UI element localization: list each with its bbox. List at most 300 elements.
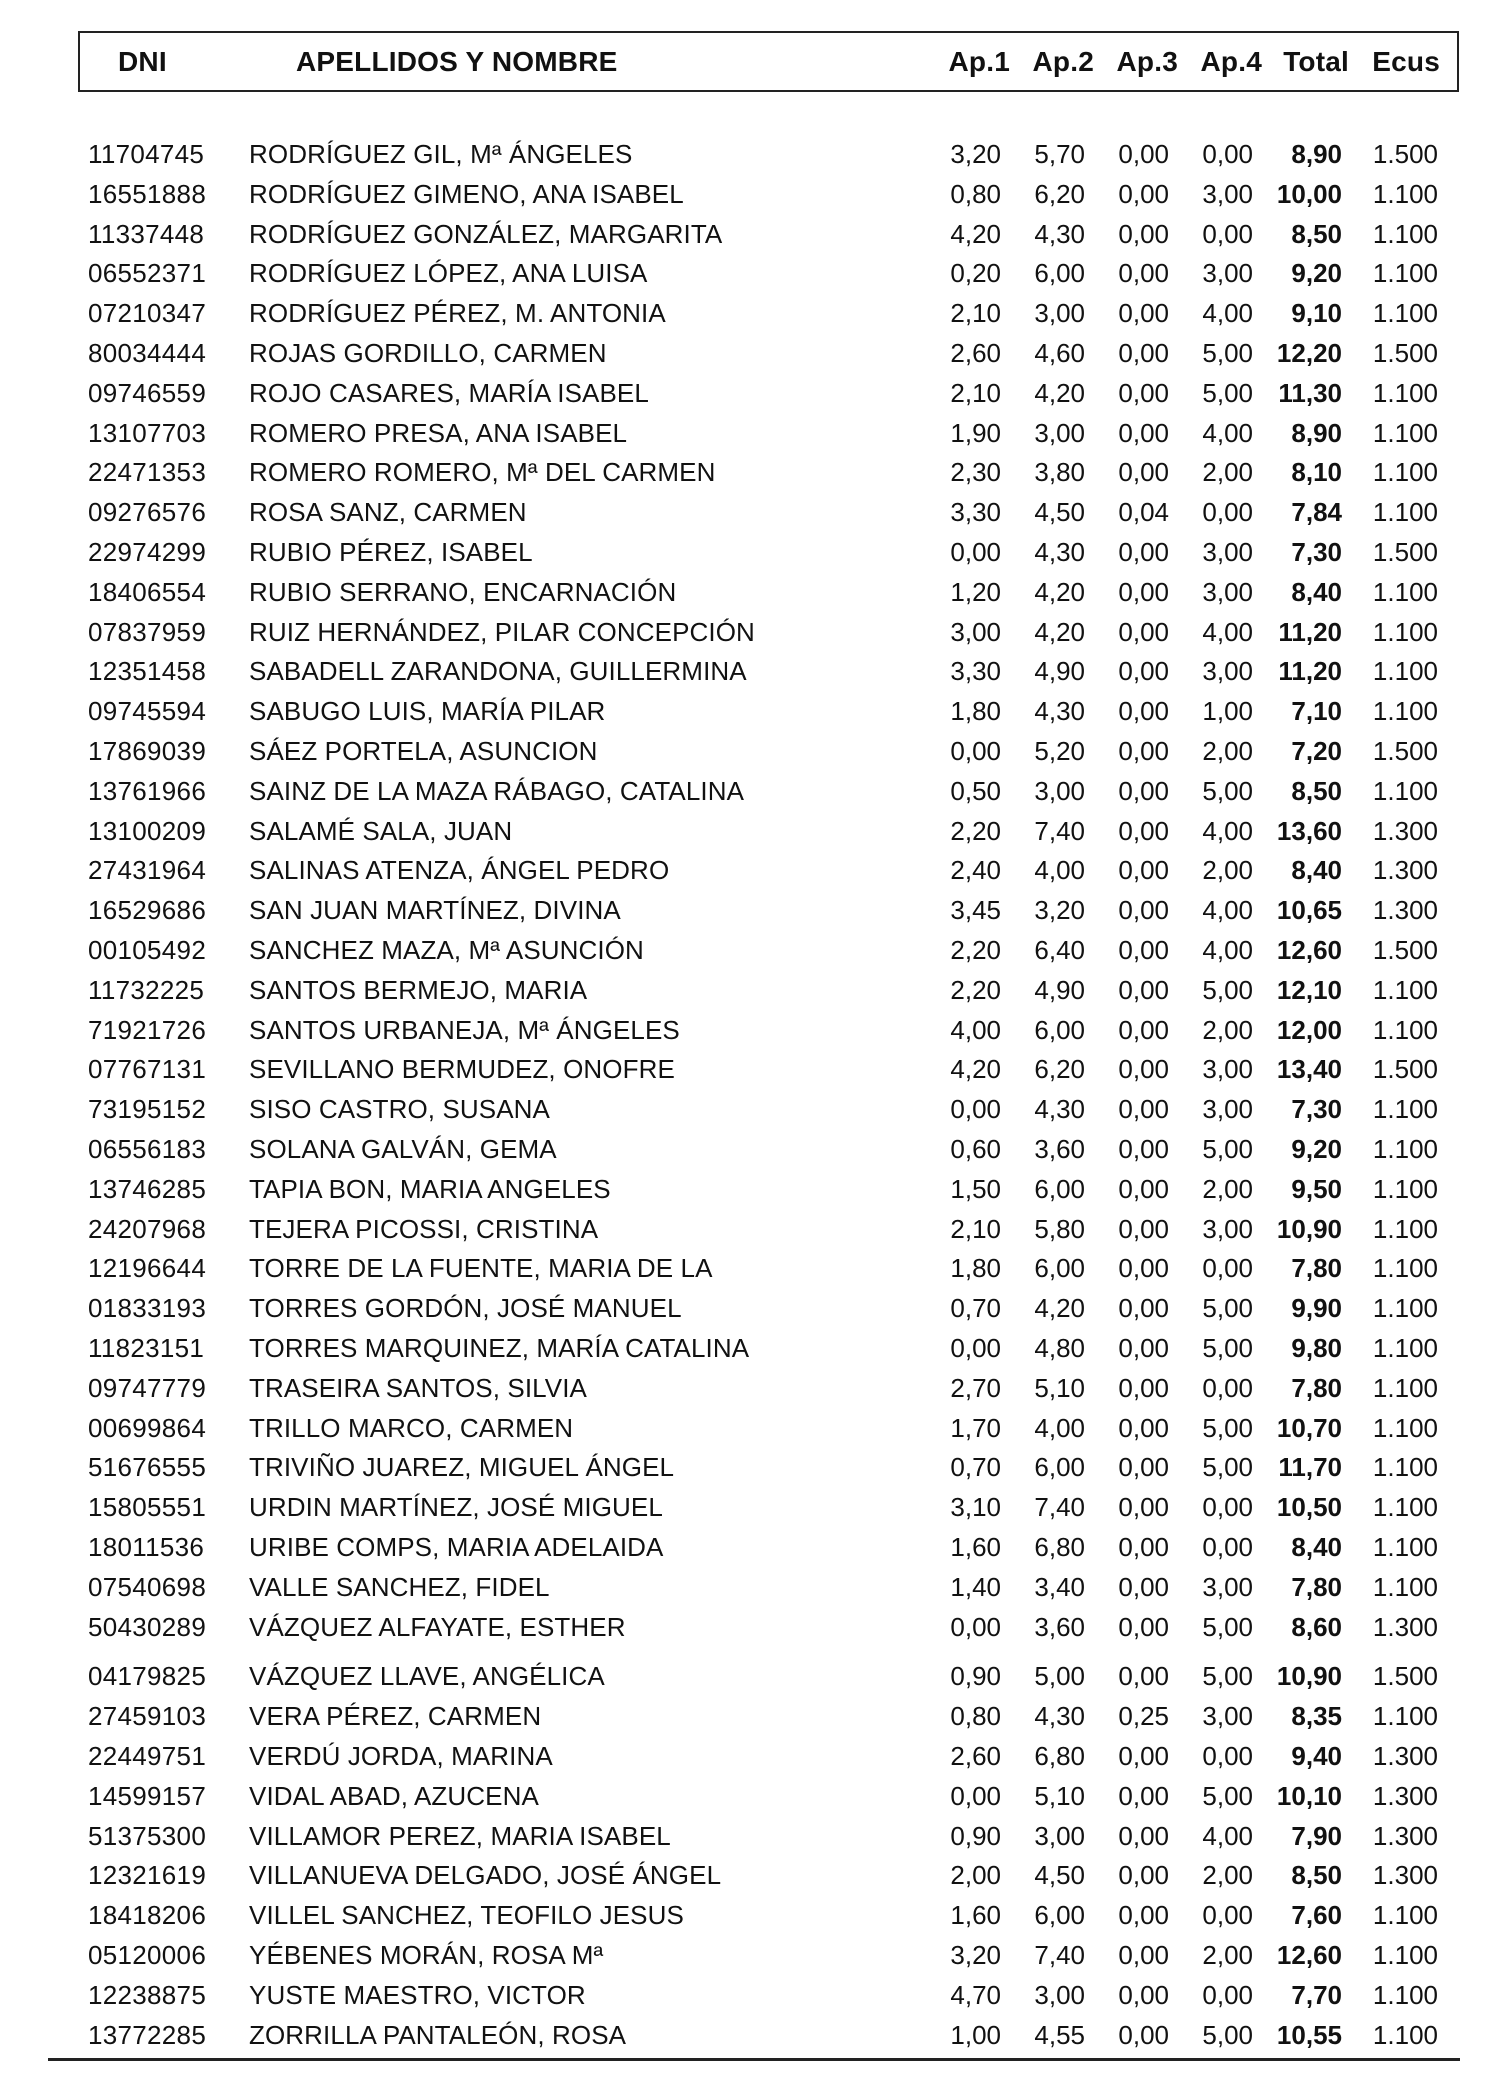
cell-ap4: 5,00 [1202, 775, 1253, 806]
cell-total: 10,65 [1276, 895, 1342, 926]
table-row [0, 1049, 1500, 1089]
cell-ap3: 0,00 [1118, 1054, 1169, 1085]
cell-dni: 12238875 [88, 1979, 207, 2010]
cell-ap4: 3,00 [1202, 1571, 1253, 1602]
cell-ap4: 3,00 [1202, 178, 1253, 209]
cell-ap4: 4,00 [1202, 417, 1253, 448]
cell-name: VERDÚ JORDA, MARINA [249, 1741, 553, 1771]
cell-ecus: 1.100 [1372, 1134, 1438, 1164]
cell-total: 12,00 [1276, 1014, 1342, 1045]
cell-ap1: 0,00 [950, 736, 1001, 766]
cell-ap1: 2,00 [950, 1860, 1001, 1891]
cell-dni: 00105492 [88, 935, 207, 965]
cell-ecus: 1.100 [1372, 377, 1438, 408]
cell-dni: 13772285 [88, 2019, 207, 2050]
cell-ecus: 1.100 [1372, 417, 1438, 448]
cell-ap1: 0,00 [950, 1611, 1001, 1642]
cell-name: RUBIO SERRANO, ENCARNACIÓN [249, 576, 677, 607]
cell-dni: 16551888 [88, 178, 207, 209]
cell-ap3: 0,00 [1118, 656, 1169, 687]
cell-total: 11,30 [1278, 377, 1342, 408]
cell-name: SANTOS BERMEJO, MARIA [249, 974, 588, 1005]
cell-name: VERA PÉREZ, CARMEN [249, 1701, 542, 1732]
cell-ap2: 6,00 [1034, 258, 1085, 289]
cell-ap1: 1,00 [950, 2019, 1001, 2050]
cell-ecus: 1.500 [1372, 935, 1438, 965]
cell-ap4: 4,00 [1202, 616, 1253, 647]
table-row [0, 930, 1500, 970]
table-row [0, 373, 1500, 413]
cell-ap4: 5,00 [1202, 2019, 1253, 2050]
cell-ap3: 0,00 [1118, 1213, 1169, 1244]
cell-ap1: 0,90 [950, 1661, 1001, 1692]
cell-ap2: 3,00 [1034, 1820, 1085, 1851]
cell-dni: 12196644 [88, 1253, 207, 1284]
cell-ap3: 0,00 [1118, 1900, 1169, 1931]
cell-ap1: 3,20 [950, 139, 1001, 169]
cell-ap3: 0,00 [1118, 1780, 1169, 1811]
cell-total: 10,10 [1276, 1780, 1342, 1811]
cell-ap2: 3,00 [1034, 298, 1085, 329]
cell-total: 12,10 [1276, 974, 1342, 1005]
cell-ap3: 0,00 [1118, 218, 1169, 249]
cell-dni: 15805551 [88, 1492, 207, 1523]
table-row [0, 1288, 1500, 1328]
cell-total: 7,60 [1291, 1900, 1342, 1931]
cell-total: 13,40 [1276, 1054, 1342, 1085]
table-row [0, 413, 1500, 453]
cell-total: 9,50 [1291, 1173, 1342, 1204]
cell-ap3: 0,00 [1118, 298, 1169, 329]
cell-total: 12,60 [1276, 1940, 1342, 1970]
cell-total: 8,40 [1291, 855, 1342, 886]
cell-dni: 09747779 [88, 1372, 207, 1403]
cell-dni: 13761966 [88, 775, 207, 806]
cell-ecus: 1.100 [1372, 1293, 1438, 1324]
cell-name: SÁEZ PORTELA, ASUNCION [249, 736, 598, 766]
cell-name: ROMERO PRESA, ANA ISABEL [249, 417, 628, 448]
cell-ap4: 2,00 [1202, 855, 1253, 886]
cell-total: 7,84 [1291, 497, 1342, 528]
cell-ap4: 0,00 [1202, 1741, 1253, 1771]
cell-name: VILLEL SANCHEZ, TEOFILO JESUS [249, 1900, 684, 1931]
cell-name: SABUGO LUIS, MARÍA PILAR [249, 696, 606, 727]
cell-total: 7,80 [1291, 1571, 1342, 1602]
cell-ap3: 0,00 [1118, 576, 1169, 607]
table-row [0, 293, 1500, 333]
cell-ecus: 1.300 [1372, 1860, 1438, 1891]
table-row [0, 174, 1500, 214]
table-row [0, 771, 1500, 811]
cell-total: 12,20 [1276, 338, 1342, 368]
cell-ap2: 7,40 [1034, 815, 1085, 846]
cell-ecus: 1.300 [1372, 815, 1438, 846]
cell-ap2: 6,00 [1034, 1253, 1085, 1284]
cell-ap4: 4,00 [1202, 298, 1253, 329]
cell-total: 7,30 [1291, 1094, 1342, 1125]
cell-ap2: 7,40 [1034, 1940, 1085, 1970]
header-ecus: Ecus [1372, 46, 1440, 77]
cell-ap4: 4,00 [1202, 895, 1253, 926]
cell-name: VÁZQUEZ LLAVE, ANGÉLICA [249, 1661, 605, 1692]
cell-ecus: 1.100 [1372, 616, 1438, 647]
cell-dni: 07767131 [88, 1054, 207, 1085]
table-row [0, 1895, 1500, 1935]
cell-name: SISO CASTRO, SUSANA [249, 1094, 550, 1125]
cell-ap3: 0,00 [1118, 1412, 1169, 1443]
cell-name: SAN JUAN MARTÍNEZ, DIVINA [249, 895, 621, 926]
cell-dni: 05120006 [88, 1940, 207, 1970]
cell-ecus: 1.500 [1372, 1661, 1438, 1692]
header-name: APELLIDOS Y NOMBRE [296, 46, 618, 77]
cell-ap3: 0,00 [1118, 895, 1169, 926]
cell-ap1: 0,00 [950, 1094, 1001, 1125]
cell-ap1: 3,45 [950, 895, 1001, 926]
cell-ap3: 0,00 [1118, 1134, 1169, 1164]
table-row [0, 731, 1500, 771]
table-row [0, 333, 1500, 373]
cell-name: SAINZ DE LA MAZA RÁBAGO, CATALINA [249, 775, 745, 806]
cell-total: 13,60 [1276, 815, 1342, 846]
table-row [0, 970, 1500, 1010]
cell-ap3: 0,00 [1118, 855, 1169, 886]
cell-ap3: 0,00 [1118, 775, 1169, 806]
table-header [78, 31, 1459, 92]
cell-name: SANTOS URBANEJA, Mª ÁNGELES [249, 1014, 680, 1045]
cell-ap3: 0,00 [1118, 974, 1169, 1005]
cell-ecus: 1.100 [1372, 1253, 1438, 1284]
cell-dni: 22471353 [88, 457, 207, 488]
cell-ap4: 3,00 [1202, 1701, 1253, 1732]
cell-ap2: 3,40 [1034, 1571, 1085, 1602]
table-row [0, 1368, 1500, 1408]
cell-dni: 27431964 [88, 855, 207, 886]
cell-dni: 00699864 [88, 1412, 207, 1443]
cell-ap3: 0,04 [1118, 497, 1169, 528]
cell-name: VÁZQUEZ ALFAYATE, ESTHER [249, 1611, 626, 1642]
cell-ecus: 1.100 [1372, 1213, 1438, 1244]
cell-ap1: 0,80 [950, 1701, 1001, 1732]
cell-total: 8,50 [1291, 1860, 1342, 1891]
cell-ap2: 4,80 [1034, 1333, 1085, 1363]
cell-ap3: 0,00 [1118, 1293, 1169, 1324]
cell-dni: 07837959 [88, 616, 207, 647]
cell-ap4: 3,00 [1202, 576, 1253, 607]
cell-ap3: 0,00 [1118, 2019, 1169, 2050]
cell-total: 7,10 [1291, 696, 1342, 727]
cell-total: 8,10 [1291, 457, 1342, 488]
table-row [0, 1607, 1500, 1647]
cell-ap3: 0,00 [1118, 377, 1169, 408]
cell-total: 10,00 [1276, 178, 1342, 209]
cell-dni: 13100209 [88, 815, 207, 846]
cell-ap1: 3,30 [950, 497, 1001, 528]
cell-dni: 24207968 [88, 1213, 207, 1244]
cell-ap2: 6,00 [1034, 1173, 1085, 1204]
cell-name: ROSA SANZ, CARMEN [249, 497, 527, 528]
cell-total: 8,50 [1291, 775, 1342, 806]
cell-ap4: 2,00 [1202, 1860, 1253, 1891]
table-row [0, 1408, 1500, 1448]
cell-ap1: 4,00 [950, 1014, 1001, 1045]
cell-ap2: 4,30 [1034, 537, 1085, 567]
cell-dni: 16529686 [88, 895, 207, 926]
cell-dni: 50430289 [88, 1611, 207, 1642]
cell-ap1: 0,70 [950, 1293, 1001, 1324]
cell-ap4: 5,00 [1202, 974, 1253, 1005]
cell-ap3: 0,00 [1118, 1611, 1169, 1642]
cell-name: SOLANA GALVÁN, GEMA [249, 1134, 557, 1164]
cell-ecus: 1.100 [1372, 258, 1438, 289]
cell-ap4: 5,00 [1202, 1333, 1253, 1363]
cell-dni: 18418206 [88, 1900, 207, 1931]
cell-ap1: 2,10 [950, 298, 1001, 329]
cell-ap3: 0,00 [1118, 1253, 1169, 1284]
cell-ap1: 2,10 [950, 1213, 1001, 1244]
cell-ecus: 1.100 [1372, 497, 1438, 528]
cell-ap2: 5,80 [1034, 1213, 1085, 1244]
cell-name: ROMERO ROMERO, Mª DEL CARMEN [249, 457, 716, 488]
cell-ecus: 1.100 [1372, 1900, 1438, 1931]
cell-ap4: 5,00 [1202, 1412, 1253, 1443]
table-row [0, 572, 1500, 612]
cell-ecus: 1.300 [1372, 1820, 1438, 1851]
cell-ap1: 2,20 [950, 974, 1001, 1005]
cell-ap3: 0,00 [1118, 1014, 1169, 1045]
cell-ap1: 1,60 [950, 1900, 1001, 1931]
table-row [0, 1248, 1500, 1288]
cell-ap4: 1,00 [1202, 696, 1253, 727]
cell-ap1: 0,90 [950, 1820, 1001, 1851]
cell-ap1: 1,20 [950, 576, 1001, 607]
cell-total: 10,50 [1276, 1492, 1342, 1523]
cell-ap1: 3,00 [950, 616, 1001, 647]
cell-name: TRILLO MARCO, CARMEN [249, 1412, 574, 1443]
cell-ecus: 1.300 [1372, 895, 1438, 926]
cell-ecus: 1.100 [1372, 1094, 1438, 1125]
cell-ap4: 4,00 [1202, 935, 1253, 965]
table-row [0, 811, 1500, 851]
cell-total: 9,40 [1291, 1741, 1342, 1771]
cell-ap3: 0,00 [1118, 696, 1169, 727]
cell-ap1: 2,40 [950, 855, 1001, 886]
cell-ap4: 0,00 [1202, 139, 1253, 169]
cell-ap4: 5,00 [1202, 1134, 1253, 1164]
table-row [0, 1656, 1500, 1696]
cell-ecus: 1.100 [1372, 1571, 1438, 1602]
cell-ap4: 0,00 [1202, 1900, 1253, 1931]
cell-ap1: 4,70 [950, 1979, 1001, 2010]
cell-name: TAPIA BON, MARIA ANGELES [249, 1173, 611, 1204]
cell-dni: 17869039 [88, 736, 207, 766]
cell-ap3: 0,00 [1118, 1979, 1169, 2010]
table-row [0, 1010, 1500, 1050]
cell-total: 8,50 [1291, 218, 1342, 249]
cell-ecus: 1.100 [1372, 2019, 1438, 2050]
cell-ap4: 2,00 [1202, 1173, 1253, 1204]
cell-ecus: 1.100 [1372, 1173, 1438, 1204]
cell-ap1: 1,50 [950, 1173, 1001, 1204]
cell-dni: 27459103 [88, 1701, 207, 1732]
table-row [0, 1975, 1500, 2015]
cell-ap3: 0,00 [1118, 1571, 1169, 1602]
cell-ap2: 3,60 [1034, 1611, 1085, 1642]
cell-total: 11,20 [1278, 656, 1342, 687]
cell-ap2: 4,20 [1034, 616, 1085, 647]
cell-dni: 07210347 [88, 298, 207, 329]
cell-dni: 51676555 [88, 1452, 207, 1483]
cell-ap4: 3,00 [1202, 1094, 1253, 1125]
cell-ap4: 0,00 [1202, 1532, 1253, 1562]
cell-ap2: 7,40 [1034, 1492, 1085, 1523]
cell-name: TRASEIRA SANTOS, SILVIA [249, 1372, 588, 1403]
table-row [0, 492, 1500, 532]
cell-ap4: 3,00 [1202, 1213, 1253, 1244]
cell-total: 9,90 [1291, 1293, 1342, 1324]
cell-ap3: 0,00 [1118, 1820, 1169, 1851]
table-row [0, 890, 1500, 930]
cell-ap3: 0,00 [1118, 457, 1169, 488]
cell-ap2: 6,20 [1034, 178, 1085, 209]
cell-ecus: 1.100 [1372, 775, 1438, 806]
cell-ap2: 6,00 [1034, 1900, 1085, 1931]
cell-ap1: 2,60 [950, 1741, 1001, 1771]
cell-ap2: 4,30 [1034, 696, 1085, 727]
cell-dni: 09745594 [88, 696, 207, 727]
table-row [0, 2015, 1500, 2055]
cell-ap4: 3,00 [1202, 1054, 1253, 1085]
cell-ap2: 4,30 [1034, 1094, 1085, 1125]
table-row [0, 1776, 1500, 1816]
cell-total: 11,70 [1278, 1452, 1342, 1483]
cell-ecus: 1.300 [1372, 1611, 1438, 1642]
cell-ap4: 2,00 [1202, 457, 1253, 488]
cell-ap4: 4,00 [1202, 1820, 1253, 1851]
cell-total: 8,90 [1291, 139, 1342, 169]
cell-ap4: 2,00 [1202, 1014, 1253, 1045]
cell-dni: 06556183 [88, 1134, 207, 1164]
cell-name: RODRÍGUEZ GIL, Mª ÁNGELES [249, 139, 633, 169]
cell-ap4: 5,00 [1202, 1293, 1253, 1324]
cell-name: TORRES GORDÓN, JOSÉ MANUEL [249, 1293, 682, 1324]
cell-ap2: 3,00 [1034, 775, 1085, 806]
cell-name: SANCHEZ MAZA, Mª ASUNCIÓN [249, 935, 644, 965]
cell-name: RODRÍGUEZ LÓPEZ, ANA LUISA [249, 258, 648, 289]
cell-ap2: 5,10 [1034, 1780, 1085, 1811]
cell-name: SALINAS ATENZA, ÁNGEL PEDRO [249, 855, 670, 886]
cell-name: RODRÍGUEZ GIMENO, ANA ISABEL [249, 178, 684, 209]
cell-ap4: 5,00 [1202, 1452, 1253, 1483]
cell-dni: 11732225 [88, 974, 205, 1005]
cell-ap1: 1,60 [950, 1532, 1001, 1562]
cell-total: 8,90 [1291, 417, 1342, 448]
cell-ap2: 3,00 [1034, 1979, 1085, 2010]
cell-dni: 13746285 [88, 1173, 207, 1204]
cell-ap4: 0,00 [1202, 218, 1253, 249]
cell-ap2: 4,60 [1034, 338, 1085, 368]
table-row [0, 1328, 1500, 1368]
table-row [0, 1567, 1500, 1607]
cell-name: VILLANUEVA DELGADO, JOSÉ ÁNGEL [249, 1860, 722, 1891]
cell-ap3: 0,00 [1118, 1094, 1169, 1125]
cell-ap2: 6,20 [1034, 1054, 1085, 1085]
table-row [0, 1855, 1500, 1895]
cell-dni: 51375300 [88, 1820, 207, 1851]
cell-total: 9,80 [1291, 1333, 1342, 1363]
cell-name: ROJAS GORDILLO, CARMEN [249, 338, 607, 368]
cell-total: 7,80 [1291, 1372, 1342, 1403]
table-row [0, 1736, 1500, 1776]
cell-ap1: 2,60 [950, 338, 1001, 368]
table-row [0, 1816, 1500, 1856]
bottom-rule [48, 2058, 1460, 2061]
header-ap1: Ap.1 [948, 46, 1010, 77]
table-row [0, 214, 1500, 254]
cell-ap1: 2,20 [950, 935, 1001, 965]
cell-dni: 04179825 [88, 1661, 207, 1692]
cell-ap4: 0,00 [1202, 1979, 1253, 2010]
cell-ap4: 5,00 [1202, 1611, 1253, 1642]
cell-ap1: 4,20 [950, 1054, 1001, 1085]
cell-name: SEVILLANO BERMUDEZ, ONOFRE [249, 1054, 675, 1085]
cell-dni: 18011536 [88, 1532, 205, 1562]
cell-ecus: 1.100 [1372, 178, 1438, 209]
cell-ap1: 1,70 [950, 1412, 1001, 1443]
table-row [0, 1209, 1500, 1249]
cell-ap3: 0,00 [1118, 1173, 1169, 1204]
cell-ap2: 4,30 [1034, 218, 1085, 249]
cell-name: URDIN MARTÍNEZ, JOSÉ MIGUEL [249, 1492, 663, 1523]
cell-ap3: 0,00 [1118, 537, 1169, 567]
cell-total: 8,60 [1291, 1611, 1342, 1642]
cell-ap1: 3,30 [950, 656, 1001, 687]
cell-total: 8,40 [1291, 1532, 1342, 1562]
cell-ap3: 0,00 [1118, 1372, 1169, 1403]
cell-dni: 06552371 [88, 258, 207, 289]
header-ap4: Ap.4 [1200, 46, 1262, 77]
table-row [0, 1935, 1500, 1975]
cell-ecus: 1.500 [1372, 1054, 1438, 1085]
cell-dni: 22449751 [88, 1741, 207, 1771]
cell-ap4: 0,00 [1202, 1253, 1253, 1284]
cell-ecus: 1.100 [1372, 1940, 1438, 1970]
cell-total: 7,80 [1291, 1253, 1342, 1284]
cell-ap3: 0,25 [1118, 1701, 1169, 1732]
cell-ecus: 1.500 [1372, 139, 1438, 169]
table-row [0, 134, 1500, 174]
cell-ap1: 0,70 [950, 1452, 1001, 1483]
cell-ap4: 5,00 [1202, 377, 1253, 408]
cell-ap1: 1,40 [950, 1571, 1001, 1602]
cell-ap2: 6,80 [1034, 1532, 1085, 1562]
cell-name: RODRÍGUEZ GONZÁLEZ, MARGARITA [249, 218, 723, 249]
cell-ap1: 2,10 [950, 377, 1001, 408]
cell-ap1: 0,60 [950, 1134, 1001, 1164]
cell-ap3: 0,00 [1118, 1452, 1169, 1483]
cell-ecus: 1.100 [1372, 457, 1438, 488]
table-row [0, 1089, 1500, 1129]
cell-dni: 22974299 [88, 537, 207, 567]
cell-ecus: 1.100 [1372, 1532, 1438, 1562]
header-total: Total [1283, 46, 1349, 77]
cell-ap3: 0,00 [1118, 815, 1169, 846]
cell-dni: 13107703 [88, 417, 207, 448]
cell-ap4: 3,00 [1202, 656, 1253, 687]
cell-ap1: 0,50 [950, 775, 1001, 806]
cell-ap2: 6,80 [1034, 1741, 1085, 1771]
header-ap2: Ap.2 [1032, 46, 1094, 77]
cell-ap2: 3,60 [1034, 1134, 1085, 1164]
